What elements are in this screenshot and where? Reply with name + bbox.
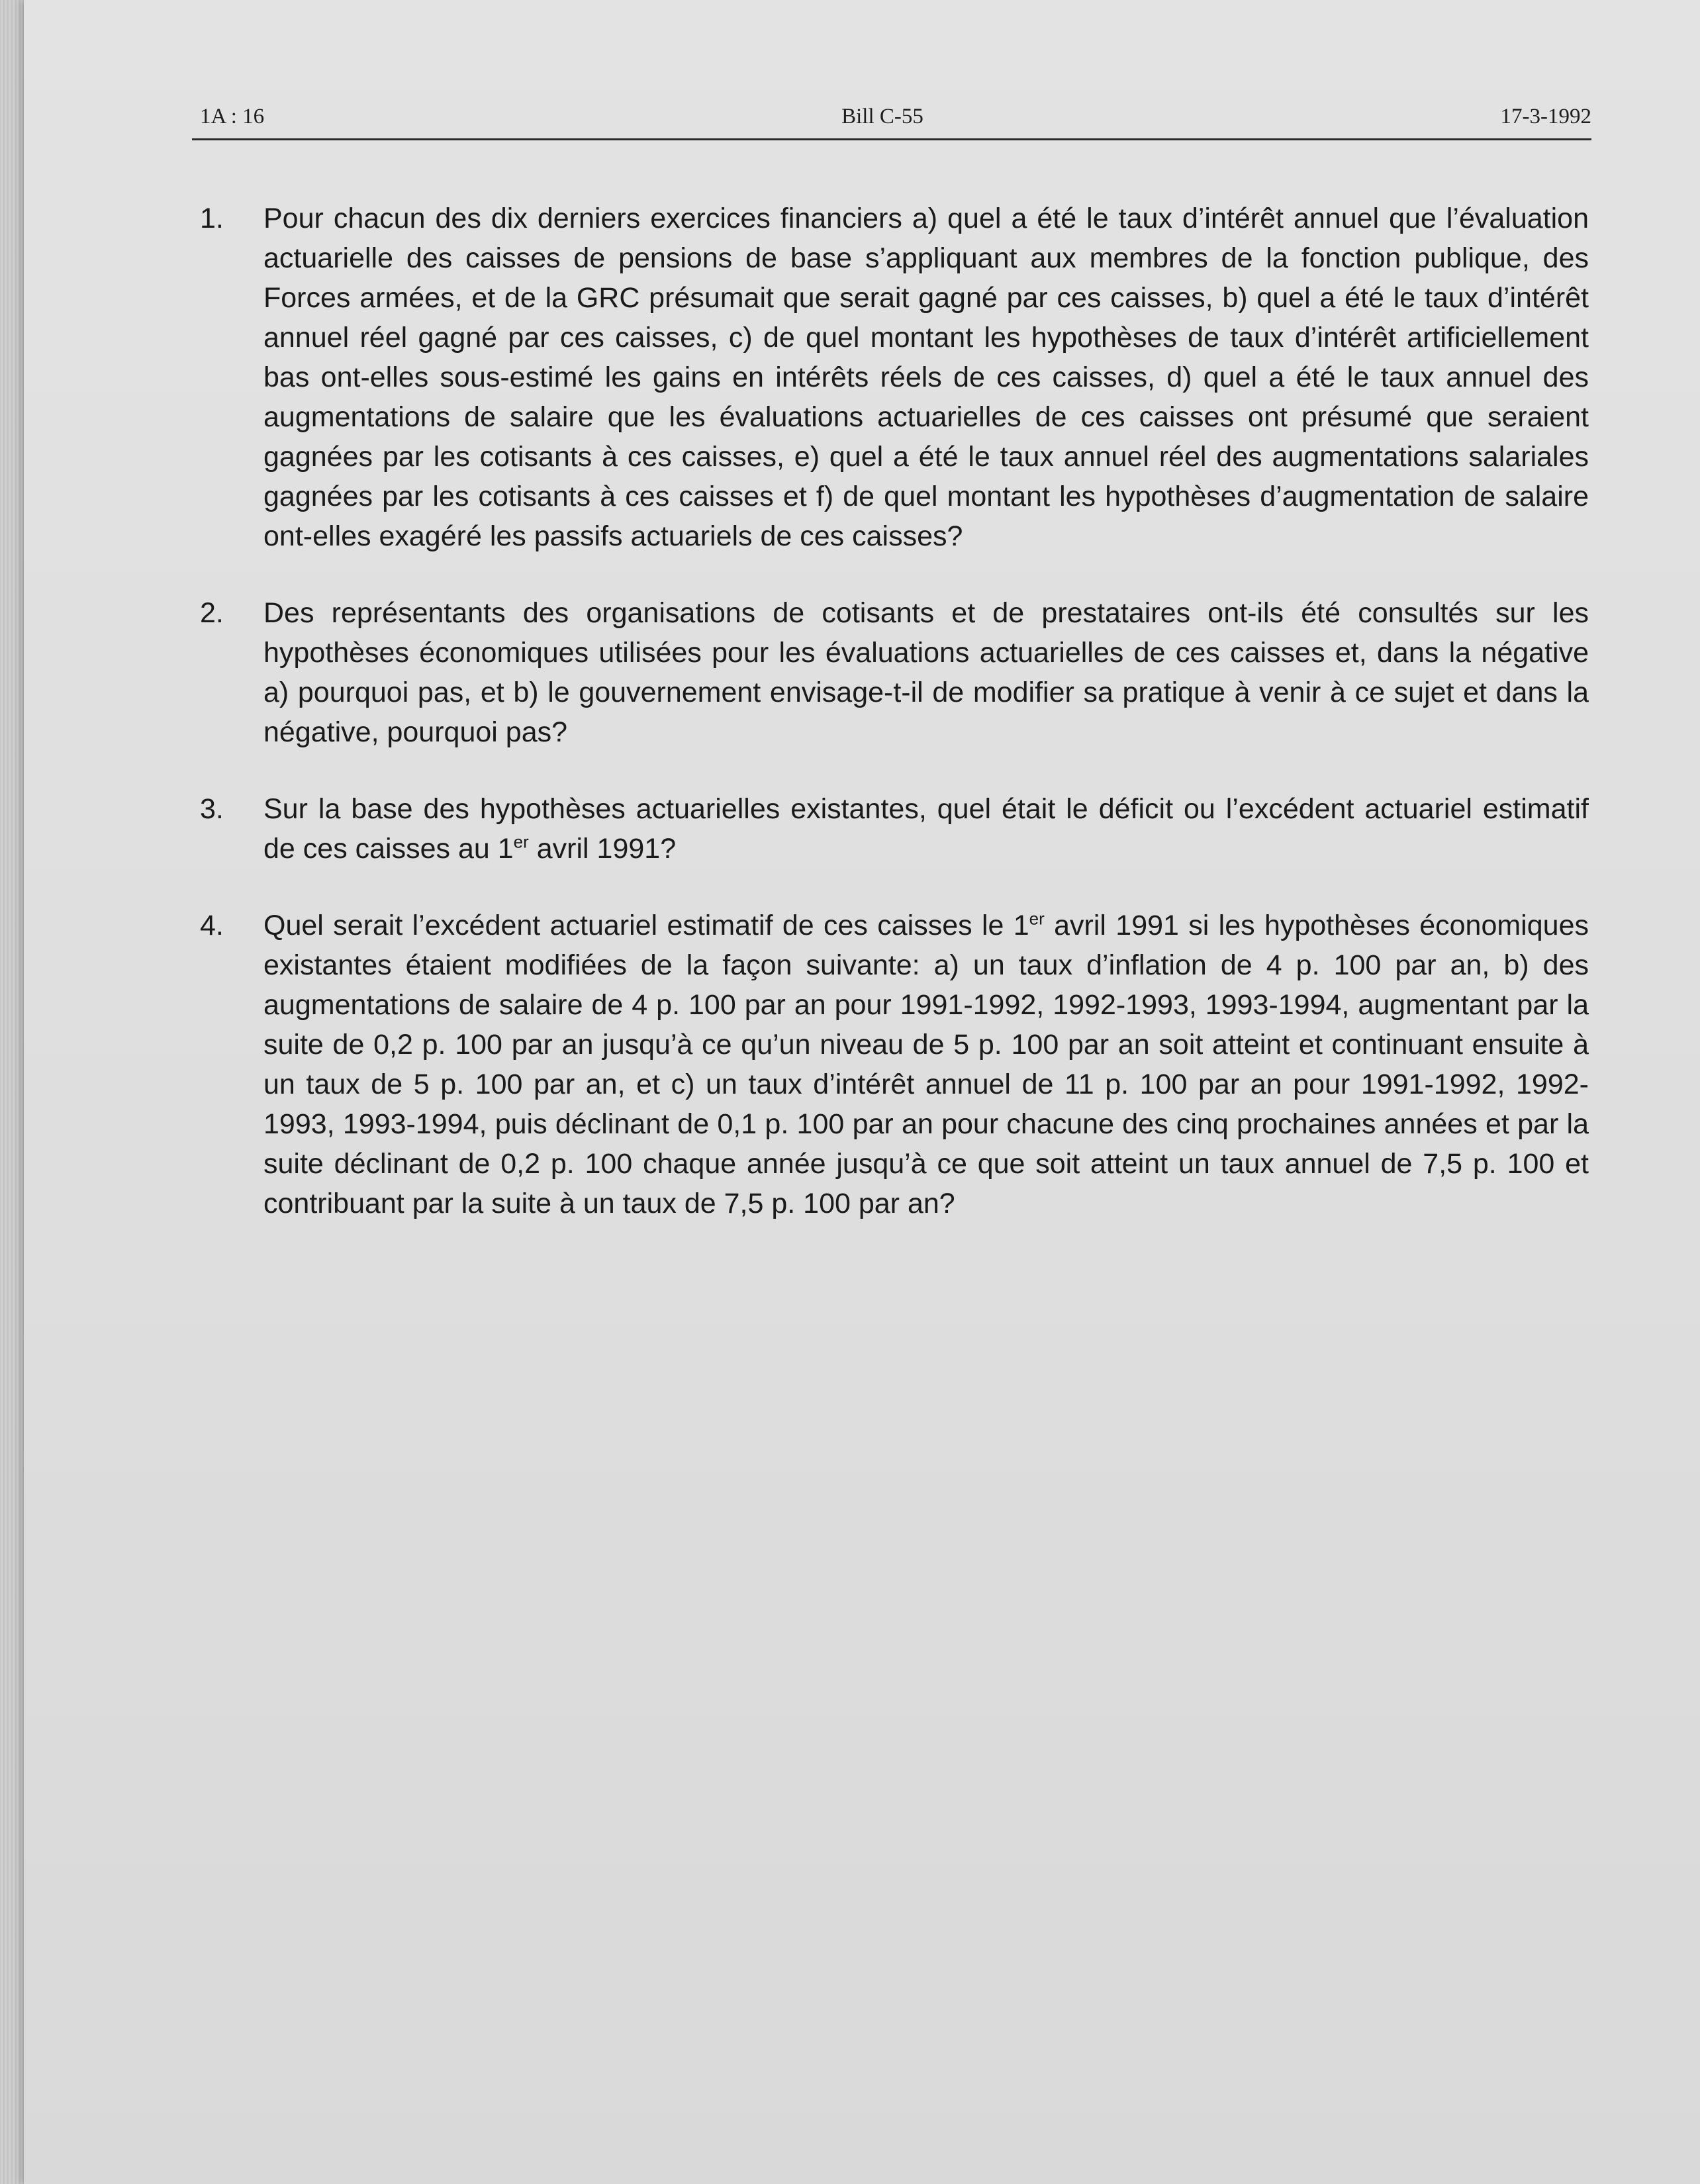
header-date: 17-3-1992	[1500, 105, 1591, 128]
bill-title: Bill C-55	[841, 105, 923, 128]
question-text-after: avril 1991?	[528, 833, 677, 865]
question-number: 4.	[200, 910, 224, 941]
question-number: 2.	[200, 597, 224, 629]
ordinal-superscript: er	[513, 831, 529, 852]
question-number: 3.	[200, 793, 224, 825]
question-number: 1.	[200, 203, 224, 234]
question-text	[263, 793, 1589, 865]
page-stack-edge	[0, 0, 24, 2184]
question-list	[192, 199, 1589, 1260]
ordinal-superscript: er	[1029, 908, 1045, 929]
question-text: Pour chacun des dix derniers exercices financiers a) quel a été le taux d’intérêt annuel que l’évaluation actuarielle des caisses de pensions de base s’appliquant aux membres de la fonction publique, des Forces armées, et de la GRC présumait que serait gagné par ces caisses, b) quel a été le taux d’intérêt annuel réel gagné par ces caisses, c) de quel montant les hypothèses de taux d’intérêt artificiellement bas ont-elles sous-estimé les gains en intérêts réels de ces caisses, d) quel a été le taux annuel des augmentations de salaire que les évaluations actuarielles de ces caisses ont présumé que seraient gagnées par les cotisants à ces caisses, e) quel a été le taux annuel réel des augmentations salariales gagnées par les cotisants à ces caisses et f) de quel montant les hypothèses d’augmentation de salaire ont-elles exagéré les passifs actuariels de ces caisses?	[263, 203, 1589, 552]
question-4	[192, 906, 1589, 1223]
question-text-before: Quel serait l’excédent actuariel estimatif de ces caisses le 1	[263, 910, 1029, 941]
question-3	[192, 789, 1589, 869]
page-number: 1A : 16	[200, 105, 265, 128]
question-text	[263, 910, 1589, 1219]
header-rule	[192, 138, 1591, 140]
question-1	[192, 199, 1589, 556]
question-text: Des représentants des organisations de cotisants et de prestataires ont-ils été consultés sur les hypothèses économiques utilisées pour les évaluations actuarielles de ces caisses et, dans la négative a) pourquoi pas, et b) le gouvernement envisage-t-il de modifier sa pratique à venir à ce sujet et dans la négative, pourquoi pas?	[263, 597, 1589, 748]
question-text-after: avril 1991 si les hypothèses économiques existantes étaient modifiées de la façon suivante: a) un taux d’inflation de 4 p. 100 par an, b) des augmentations de salaire de 4 p. 100 par an pour 1991-1992, 1992-1993, 1993-1994, augmentant par la suite de 0,2 p. 100 par an jusqu’à ce qu’un niveau de 5 p. 100 par an soit atteint et continuant ensuite à un taux de 5 p. 100 par an, et c) un taux d’intérêt annuel de 11 p. 100 par an pour 1991-1992, 1992-1993, 1993-1994, puis déclinant de 0,1 p. 100 par an pour chacune des cinq prochaines années et par la suite déclinant de 0,2 p. 100 chaque année jusqu’à ce que soit atteint un taux annuel de 7,5 p. 100 et contribuant par la suite à un taux de 7,5 p. 100 par an?	[263, 910, 1589, 1219]
question-2	[192, 593, 1589, 752]
question-text-before: Sur la base des hypothèses actuarielles existantes, quel était le déficit ou l’excédent actuariel estimatif de ces caisses au 1	[263, 793, 1589, 865]
